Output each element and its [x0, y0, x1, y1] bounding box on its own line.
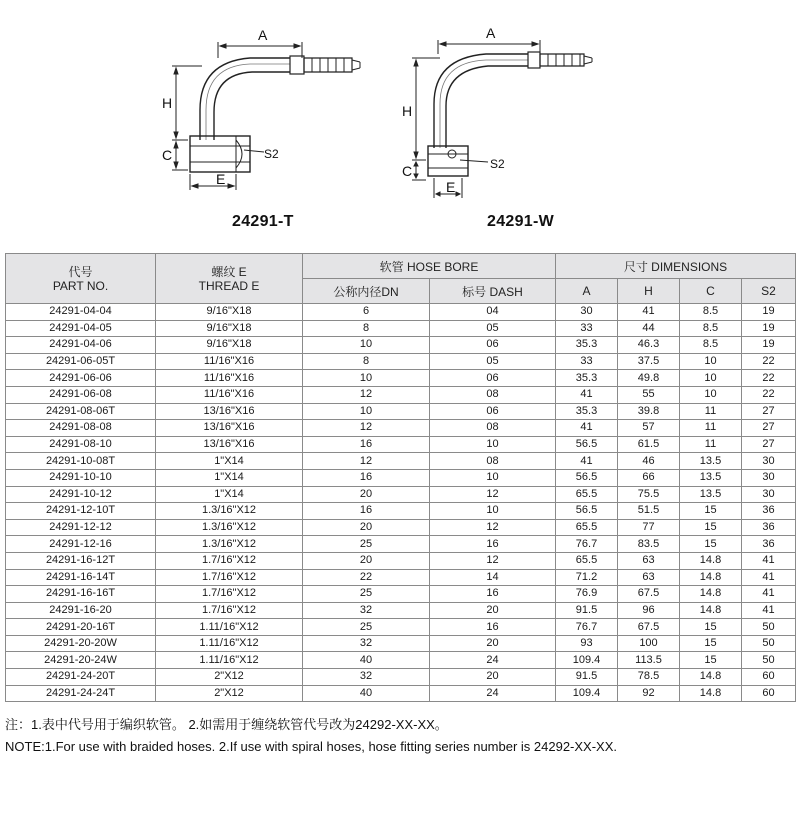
table-cell: 9/16"X18	[156, 337, 303, 354]
table-cell: 19	[742, 320, 796, 337]
table-cell: 22	[742, 353, 796, 370]
header-h: H	[618, 279, 680, 304]
table-cell: 15	[680, 619, 742, 636]
table-cell: 46	[618, 453, 680, 470]
table-cell: 6	[303, 304, 430, 321]
table-cell: 8.5	[680, 337, 742, 354]
table-cell: 60	[742, 685, 796, 702]
table-cell: 35.3	[556, 403, 618, 420]
table-cell: 63	[618, 569, 680, 586]
table-row	[6, 619, 796, 636]
svg-text:E: E	[446, 179, 456, 195]
table-cell: 92	[618, 685, 680, 702]
table-cell: 56.5	[556, 436, 618, 453]
table-cell: 109.4	[556, 652, 618, 669]
table-cell: 20	[430, 669, 556, 686]
table-cell: 24	[430, 685, 556, 702]
table-cell: 8	[303, 353, 430, 370]
table-cell: 1.7/16"X12	[156, 552, 303, 569]
model-label-24291-t: 24291-T	[232, 213, 294, 230]
table-row	[6, 320, 796, 337]
table-cell: 19	[742, 337, 796, 354]
table-cell: 11	[680, 420, 742, 437]
table-cell: 2"X12	[156, 685, 303, 702]
table-cell: 14.8	[680, 602, 742, 619]
table-cell: 10	[303, 403, 430, 420]
table-cell: 15	[680, 635, 742, 652]
table-cell: 16	[430, 536, 556, 553]
table-cell: 25	[303, 586, 430, 603]
table-cell: 39.8	[618, 403, 680, 420]
table-cell: 24291-12-16	[6, 536, 156, 553]
header-hose-bore: 软管 HOSE BORE	[303, 254, 556, 279]
table-cell: 13/16"X16	[156, 436, 303, 453]
table-cell: 24291-20-16T	[6, 619, 156, 636]
header-dimensions: 尺寸 DIMENSIONS	[556, 254, 796, 279]
table-cell: 15	[680, 503, 742, 520]
table-cell: 12	[430, 486, 556, 503]
table-cell: 12	[303, 386, 430, 403]
table-cell: 65.5	[556, 552, 618, 569]
table-cell: 76.7	[556, 536, 618, 553]
table-cell: 12	[430, 552, 556, 569]
table-cell: 24291-06-08	[6, 386, 156, 403]
table-cell: 13.5	[680, 486, 742, 503]
table-cell: 13.5	[680, 453, 742, 470]
table-cell: 25	[303, 619, 430, 636]
table-cell: 14.8	[680, 669, 742, 686]
table-cell: 27	[742, 403, 796, 420]
table-cell: 11	[680, 436, 742, 453]
table-cell: 10	[303, 370, 430, 387]
table-cell: 65.5	[556, 519, 618, 536]
table-row	[6, 469, 796, 486]
table-cell: 56.5	[556, 469, 618, 486]
table-cell: 20	[303, 519, 430, 536]
table-cell: 51.5	[618, 503, 680, 520]
table-cell: 06	[430, 337, 556, 354]
table-row	[6, 635, 796, 652]
table-cell: 9/16"X18	[156, 320, 303, 337]
table-cell: 49.8	[618, 370, 680, 387]
table-cell: 1.3/16"X12	[156, 536, 303, 553]
header-c: C	[680, 279, 742, 304]
svg-text:A: A	[258, 27, 268, 43]
table-cell: 32	[303, 669, 430, 686]
table-cell: 67.5	[618, 586, 680, 603]
table-cell: 10	[680, 353, 742, 370]
table-cell: 13/16"X16	[156, 420, 303, 437]
table-cell: 76.7	[556, 619, 618, 636]
header-dn: 公称内径DN	[303, 279, 430, 304]
table-cell: 67.5	[618, 619, 680, 636]
table-cell: 41	[742, 569, 796, 586]
table-cell: 32	[303, 602, 430, 619]
table-cell: 08	[430, 386, 556, 403]
table-cell: 55	[618, 386, 680, 403]
table-row	[6, 403, 796, 420]
table-cell: 60	[742, 669, 796, 686]
table-cell: 10	[680, 370, 742, 387]
table-cell: 8	[303, 320, 430, 337]
table-cell: 24291-10-08T	[6, 453, 156, 470]
table-cell: 41	[742, 586, 796, 603]
table-cell: 05	[430, 320, 556, 337]
table-cell: 25	[303, 536, 430, 553]
svg-text:A: A	[486, 25, 496, 41]
table-cell: 24291-16-16T	[6, 586, 156, 603]
svg-text:C: C	[162, 147, 173, 163]
table-cell: 10	[430, 469, 556, 486]
table-cell: 12	[303, 420, 430, 437]
table-cell: 1"X14	[156, 453, 303, 470]
spec-table-body	[6, 304, 796, 702]
table-cell: 83.5	[618, 536, 680, 553]
table-cell: 22	[742, 386, 796, 403]
table-cell: 33	[556, 320, 618, 337]
table-cell: 1"X14	[156, 486, 303, 503]
table-cell: 78.5	[618, 669, 680, 686]
table-cell: 30	[742, 453, 796, 470]
table-cell: 11	[680, 403, 742, 420]
table-cell: 35.3	[556, 370, 618, 387]
svg-text:H: H	[402, 103, 413, 119]
table-cell: 113.5	[618, 652, 680, 669]
table-cell: 12	[430, 519, 556, 536]
table-cell: 1.11/16"X12	[156, 652, 303, 669]
header-s2: S2	[742, 279, 796, 304]
table-row	[6, 503, 796, 520]
table-cell: 30	[556, 304, 618, 321]
table-cell: 65.5	[556, 486, 618, 503]
table-cell: 36	[742, 536, 796, 553]
table-cell: 56.5	[556, 503, 618, 520]
table-cell: 24291-08-08	[6, 420, 156, 437]
table-cell: 36	[742, 503, 796, 520]
table-cell: 24291-16-14T	[6, 569, 156, 586]
table-cell: 24291-10-10	[6, 469, 156, 486]
svg-text:H: H	[162, 95, 173, 111]
table-cell: 24	[430, 652, 556, 669]
svg-text:C: C	[402, 163, 413, 179]
table-cell: 11/16"X16	[156, 353, 303, 370]
table-cell: 2"X12	[156, 669, 303, 686]
table-cell: 109.4	[556, 685, 618, 702]
note-chinese: 注：1.表中代号用于编织软管。 2.如需用于缠绕软管代号改为24292-XX-XX。	[5, 717, 448, 732]
fitting-drawing-24291-w	[0, 0, 800, 210]
table-row	[6, 370, 796, 387]
table-cell: 1.3/16"X12	[156, 519, 303, 536]
table-cell: 91.5	[556, 669, 618, 686]
table-cell: 63	[618, 552, 680, 569]
spec-table	[5, 253, 796, 702]
table-cell: 24291-04-05	[6, 320, 156, 337]
table-cell: 16	[303, 503, 430, 520]
table-row	[6, 536, 796, 553]
header-dash: 标号 DASH	[430, 279, 556, 304]
table-cell: 12	[303, 453, 430, 470]
table-row	[6, 552, 796, 569]
table-cell: 13/16"X16	[156, 403, 303, 420]
table-cell: 40	[303, 652, 430, 669]
svg-text:S2: S2	[264, 147, 279, 161]
table-cell: 24291-16-20	[6, 602, 156, 619]
table-cell: 22	[303, 569, 430, 586]
table-row	[6, 519, 796, 536]
table-cell: 32	[303, 635, 430, 652]
table-cell: 75.5	[618, 486, 680, 503]
table-cell: 24291-06-06	[6, 370, 156, 387]
table-cell: 14.8	[680, 685, 742, 702]
table-cell: 36	[742, 519, 796, 536]
table-cell: 11/16"X16	[156, 386, 303, 403]
table-row	[6, 486, 796, 503]
table-cell: 24291-20-24W	[6, 652, 156, 669]
table-cell: 05	[430, 353, 556, 370]
table-cell: 16	[303, 436, 430, 453]
table-row	[6, 669, 796, 686]
table-cell: 1.7/16"X12	[156, 602, 303, 619]
table-cell: 41	[556, 386, 618, 403]
table-cell: 40	[303, 685, 430, 702]
table-cell: 71.2	[556, 569, 618, 586]
table-cell: 15	[680, 536, 742, 553]
table-row	[6, 436, 796, 453]
table-cell: 14.8	[680, 569, 742, 586]
table-cell: 24291-16-12T	[6, 552, 156, 569]
table-cell: 24291-06-05T	[6, 353, 156, 370]
table-cell: 8.5	[680, 304, 742, 321]
table-cell: 1.11/16"X12	[156, 619, 303, 636]
table-cell: 8.5	[680, 320, 742, 337]
table-cell: 61.5	[618, 436, 680, 453]
table-cell: 41	[556, 453, 618, 470]
table-cell: 96	[618, 602, 680, 619]
table-cell: 44	[618, 320, 680, 337]
table-cell: 50	[742, 635, 796, 652]
header-a: A	[556, 279, 618, 304]
table-cell: 16	[430, 586, 556, 603]
table-cell: 08	[430, 453, 556, 470]
table-cell: 22	[742, 370, 796, 387]
table-cell: 91.5	[556, 602, 618, 619]
table-cell: 50	[742, 619, 796, 636]
table-cell: 24291-04-06	[6, 337, 156, 354]
table-cell: 1"X14	[156, 469, 303, 486]
table-row	[6, 386, 796, 403]
table-cell: 35.3	[556, 337, 618, 354]
table-cell: 30	[742, 486, 796, 503]
table-cell: 10	[430, 503, 556, 520]
table-cell: 1.7/16"X12	[156, 586, 303, 603]
table-cell: 06	[430, 403, 556, 420]
table-row	[6, 569, 796, 586]
table-cell: 08	[430, 420, 556, 437]
table-cell: 27	[742, 436, 796, 453]
table-cell: 41	[618, 304, 680, 321]
table-cell: 20	[303, 552, 430, 569]
svg-text:E: E	[216, 171, 226, 187]
table-row	[6, 602, 796, 619]
svg-text:S2: S2	[490, 157, 505, 171]
table-cell: 16	[430, 619, 556, 636]
header-part-no: 代号 PART NO.	[6, 254, 156, 304]
table-cell: 24291-24-24T	[6, 685, 156, 702]
table-row	[6, 652, 796, 669]
table-cell: 04	[430, 304, 556, 321]
notes	[5, 714, 617, 758]
model-label-24291-w: 24291-W	[487, 213, 555, 230]
table-cell: 06	[430, 370, 556, 387]
table-cell: 13.5	[680, 469, 742, 486]
table-cell: 10	[303, 337, 430, 354]
table-cell: 1.3/16"X12	[156, 503, 303, 520]
table-cell: 24291-24-20T	[6, 669, 156, 686]
table-cell: 41	[742, 552, 796, 569]
table-cell: 24291-20-20W	[6, 635, 156, 652]
table-cell: 37.5	[618, 353, 680, 370]
header-thread: 螺纹 E THREAD E	[156, 254, 303, 304]
table-row	[6, 420, 796, 437]
table-cell: 77	[618, 519, 680, 536]
table-cell: 15	[680, 519, 742, 536]
table-cell: 20	[303, 486, 430, 503]
table-cell: 14.8	[680, 586, 742, 603]
table-cell: 14	[430, 569, 556, 586]
table-cell: 24291-10-12	[6, 486, 156, 503]
table-cell: 30	[742, 469, 796, 486]
table-cell: 33	[556, 353, 618, 370]
table-cell: 57	[618, 420, 680, 437]
table-cell: 24291-08-06T	[6, 403, 156, 420]
table-cell: 10	[680, 386, 742, 403]
table-cell: 9/16"X18	[156, 304, 303, 321]
table-cell: 14.8	[680, 552, 742, 569]
technical-drawings	[0, 0, 800, 248]
table-cell: 76.9	[556, 586, 618, 603]
table-cell: 50	[742, 652, 796, 669]
table-cell: 46.3	[618, 337, 680, 354]
table-cell: 24291-12-10T	[6, 503, 156, 520]
table-row	[6, 337, 796, 354]
table-cell: 19	[742, 304, 796, 321]
table-cell: 20	[430, 635, 556, 652]
table-cell: 15	[680, 652, 742, 669]
table-row	[6, 453, 796, 470]
table-cell: 24291-08-10	[6, 436, 156, 453]
table-cell: 93	[556, 635, 618, 652]
table-cell: 16	[303, 469, 430, 486]
table-cell: 27	[742, 420, 796, 437]
table-cell: 41	[742, 602, 796, 619]
table-cell: 1.11/16"X12	[156, 635, 303, 652]
table-cell: 11/16"X16	[156, 370, 303, 387]
table-cell: 1.7/16"X12	[156, 569, 303, 586]
table-cell: 41	[556, 420, 618, 437]
table-row	[6, 586, 796, 603]
table-cell: 24291-04-04	[6, 304, 156, 321]
table-row	[6, 685, 796, 702]
table-cell: 24291-12-12	[6, 519, 156, 536]
table-row	[6, 304, 796, 321]
table-cell: 20	[430, 602, 556, 619]
table-cell: 100	[618, 635, 680, 652]
table-row	[6, 353, 796, 370]
table-cell: 66	[618, 469, 680, 486]
table-cell: 10	[430, 436, 556, 453]
note-english: NOTE:1.For use with braided hoses. 2.If use with spiral hoses, hose fitting series number is 24292-XX-XX.	[5, 739, 618, 754]
